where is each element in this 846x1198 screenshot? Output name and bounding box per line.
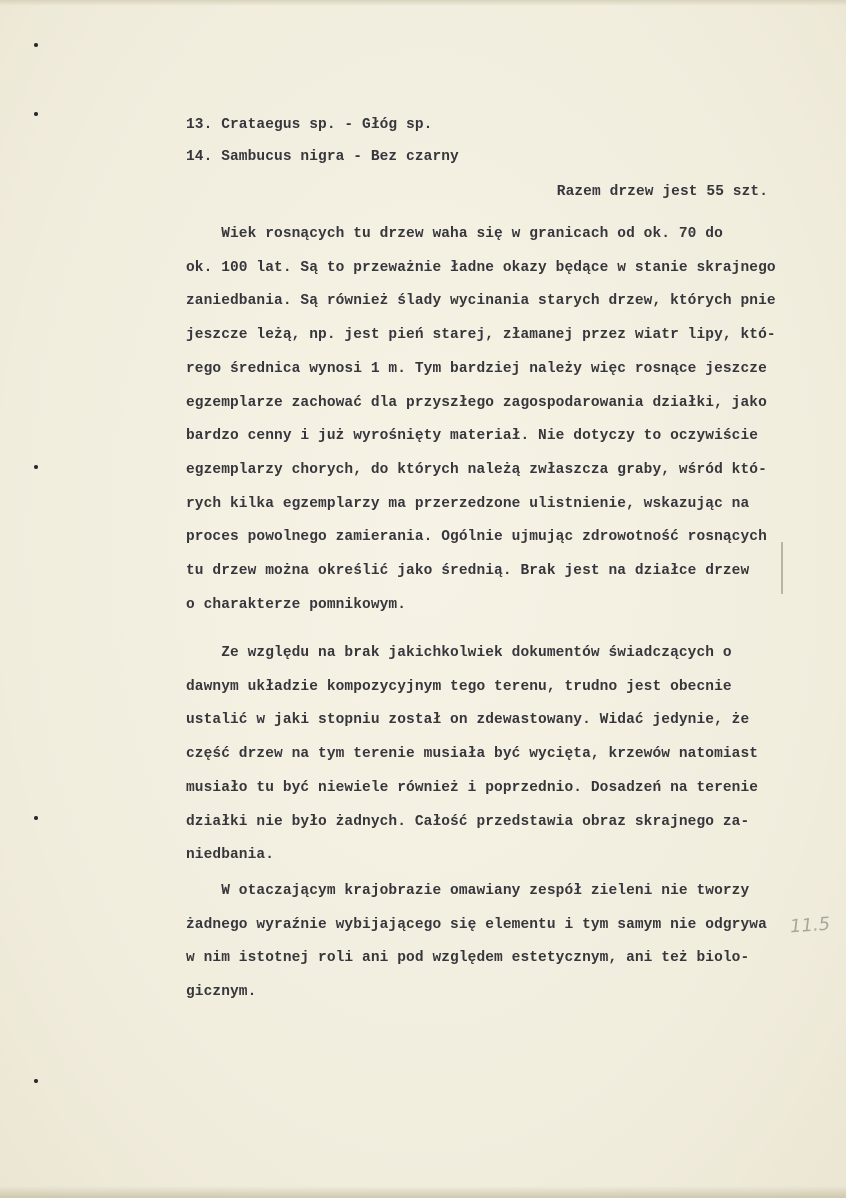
punch-hole-mark — [34, 465, 38, 469]
text-line: proces powolnego zamierania. Ogólnie ujmując zdrowotność rosnących — [186, 529, 767, 546]
text-line: W otaczającym krajobrazie omawiany zespół zieleni nie tworzy — [186, 883, 750, 899]
text-line: musiało tu być niewiele również i poprzednio. Dosadzeń na terenie — [186, 779, 759, 796]
text-line: bardzo cenny i już wyrośnięty materiał. Nie dotyczy to oczywiście — [186, 428, 759, 445]
punch-hole-mark — [34, 1079, 38, 1083]
margin-mark — [781, 542, 783, 594]
punch-hole-mark — [34, 112, 38, 116]
punch-hole-mark — [34, 816, 38, 820]
text-line: część drzew na tym terenie musiała być wycięta, krzewów natomiast — [186, 746, 759, 763]
punch-hole-mark — [34, 43, 38, 47]
text-line: egzemplarze zachować dla przyszłego zagospodarowania działki, jako — [186, 394, 767, 411]
text-line: jeszcze leżą, np. jest pień starej, złamanej przez wiatr lipy, któ- — [186, 327, 776, 344]
text-line: ok. 100 lat. Są to przeważnie ładne okazy będące w stanie skrajnego — [186, 259, 776, 276]
text-line: gicznym. — [186, 984, 257, 1001]
text-line: w nim istotnej roli ani pod względem estetycznym, ani też biolo- — [186, 950, 750, 967]
text-line: żadnego wyraźnie wybijającego się elementu i tym samym nie odgrywa — [186, 916, 767, 933]
text-line: tu drzew można określić jako średnią. Brak jest na działce drzew — [186, 563, 750, 579]
pencil-annotation: 11.5 — [789, 913, 831, 938]
text-line: zaniedbania. Są również ślady wycinania starych drzew, których pnie — [186, 293, 776, 310]
text-line: dawnym układzie kompozycyjnym tego terenu, trudno jest obecnie — [186, 678, 732, 695]
text-line: Wiek rosnących tu drzew waha się w granicach od ok. 70 do — [186, 226, 723, 242]
text-line: egzemplarzy chorych, do których należą zwłaszcza graby, wśród któ- — [186, 461, 767, 478]
text-line: rych kilka egzemplarzy ma przerzedzone ulistnienie, wskazując na — [186, 495, 750, 512]
text-line: o charakterze pomnikowym. — [186, 596, 407, 613]
list-item: 13. Crataegus sp. - Głóg sp. — [186, 117, 433, 133]
list-item: 14. Sambucus nigra - Bez czarny — [186, 149, 459, 165]
text-line: ustalić w jaki stopniu został on zdewastowany. Widać jedynie, że — [186, 712, 750, 729]
text-line: niedbania. — [186, 847, 275, 864]
text-line: działki nie było żadnych. Całość przedstawia obraz skrajnego za- — [186, 813, 750, 830]
page-bottom-edge — [0, 1186, 846, 1198]
text-line: Ze względu na brak jakichkolwiek dokumentów świadczących o — [186, 645, 732, 661]
text-line: rego średnica wynosi 1 m. Tym bardziej należy więc rosnące jeszcze — [186, 360, 767, 377]
total-line: Razem drzew jest 55 szt. — [556, 184, 768, 200]
page-top-edge — [0, 0, 846, 6]
